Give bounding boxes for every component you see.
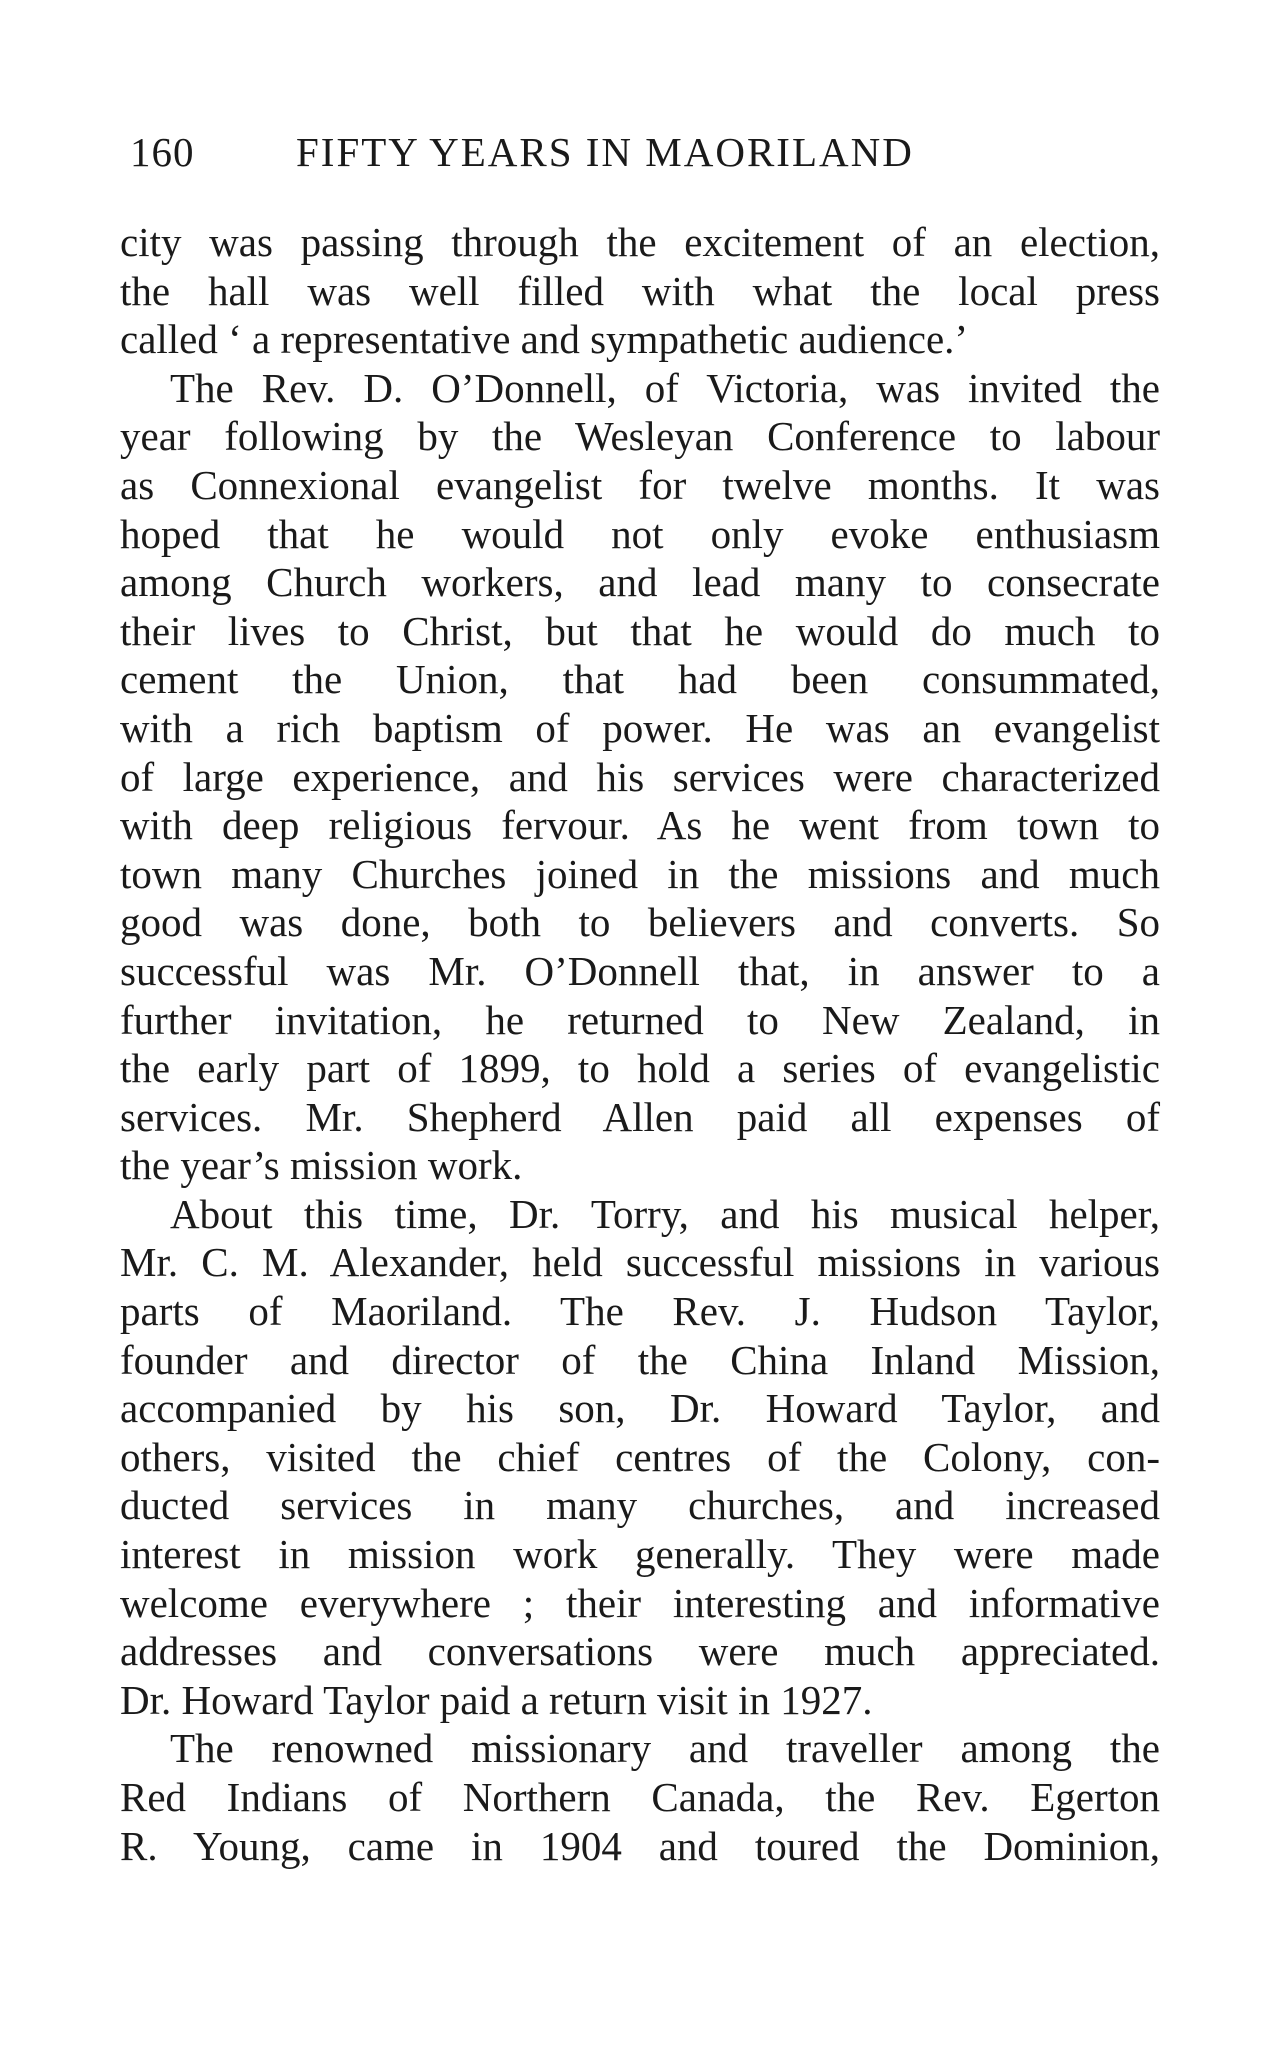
paragraph-start: The renowned missionary and traveller among the: [170, 1725, 1160, 1772]
text-line: R. Young, came in 1904 and toured the Dominion,: [120, 1822, 1160, 1869]
page-number: 160: [130, 129, 195, 175]
text-line: others, visited the chief centres of the Colony, con-: [120, 1433, 1160, 1480]
text-line: addresses and conversations were much appreciated.: [120, 1628, 1160, 1675]
text-line: further invitation, he returned to New Zealand, in: [120, 996, 1160, 1043]
text-line: Mr. C. M. Alexander, held successful missions in various: [120, 1239, 1160, 1286]
paragraph-start: About this time, Dr. Torry, and his musical helper,: [170, 1190, 1160, 1237]
text-line: interest in mission work generally. They were made: [120, 1531, 1160, 1578]
text-line: with a rich baptism of power. He was an evangelist: [120, 704, 1160, 751]
text-line: services. Mr. Shepherd Allen paid all expenses of: [120, 1093, 1160, 1140]
text-line: the hall was well filled with what the local press: [120, 267, 1160, 314]
text-line: the year’s mission work.: [120, 1142, 523, 1189]
text-line: parts of Maoriland. The Rev. J. Hudson Taylor,: [120, 1288, 1160, 1335]
text-line: among Church workers, and lead many to consecrate: [120, 559, 1160, 606]
text-line: Red Indians of Northern Canada, the Rev. Egerton: [120, 1774, 1160, 1820]
text-line: hoped that he would not only evoke enthusiasm: [120, 510, 1160, 557]
text-line: successful was Mr. O’Donnell that, in answer to a: [120, 947, 1160, 994]
paragraph-start: The Rev. D. O’Donnell, of Victoria, was invited the: [170, 364, 1160, 411]
text-line: of large experience, and his services were characterized: [120, 753, 1160, 800]
text-line: year following by the Wesleyan Conference to labour: [120, 413, 1160, 460]
text-line: ducted services in many churches, and increased: [120, 1482, 1160, 1529]
text-line: Dr. Howard Taylor paid a return visit in 1927.: [120, 1676, 873, 1723]
text-line: as Connexional evangelist for twelve months. It was: [120, 461, 1160, 508]
text-line: with deep religious fervour. As he went from town to: [120, 802, 1160, 849]
body-text: [120, 218, 1160, 1870]
running-head: [130, 128, 1030, 188]
text-line: the early part of 1899, to hold a series of evangelistic: [120, 1045, 1160, 1092]
text-line: cement the Union, that had been consummated,: [120, 656, 1160, 703]
text-line: called ‘ a representative and sympathetic audience.’: [120, 316, 969, 363]
text-line: town many Churches joined in the missions and much: [120, 850, 1160, 897]
text-line: founder and director of the China Inland Mission,: [120, 1336, 1160, 1383]
text-line: city was passing through the excitement of an election,: [120, 219, 1160, 265]
text-line: welcome everywhere ; their interesting and informative: [120, 1579, 1160, 1626]
book-title: FIFTY YEARS IN MAORILAND: [296, 129, 914, 175]
text-line: good was done, both to believers and converts. So: [120, 899, 1160, 946]
text-line: their lives to Christ, but that he would do much to: [120, 607, 1160, 654]
text-line: accompanied by his son, Dr. Howard Taylor, and: [120, 1385, 1160, 1432]
